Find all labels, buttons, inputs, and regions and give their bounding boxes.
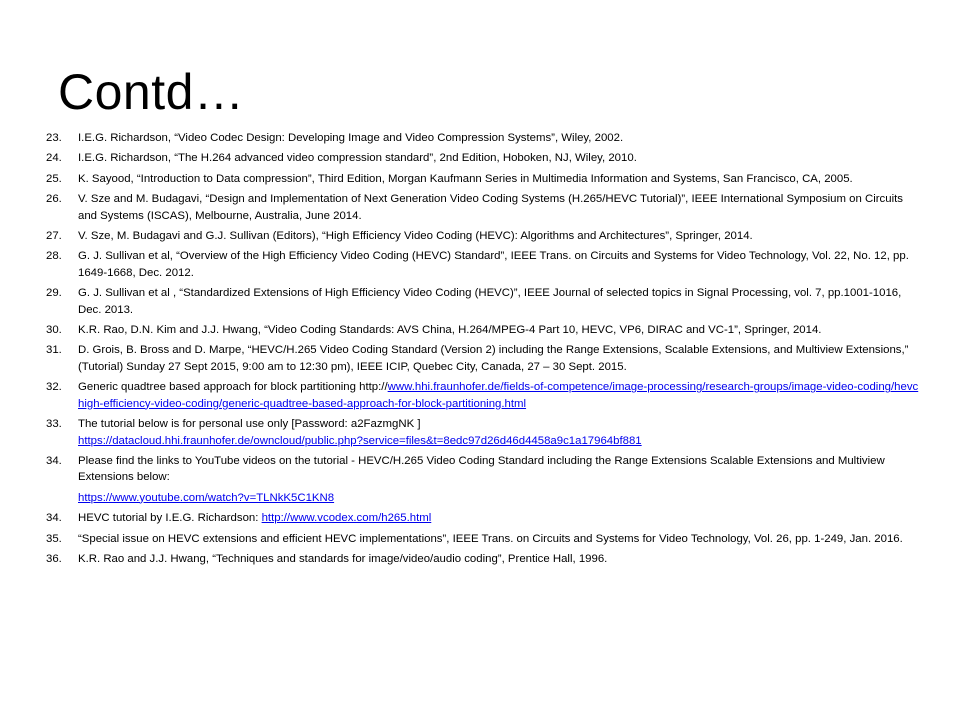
reference-text: K. Sayood, “Introduction to Data compression”, Third Edition, Morgan Kaufmann Series in Multimedia Information and Systems, San Francisco, CA, 2005.	[78, 172, 853, 185]
reference-text: K.R. Rao and J.J. Hwang, “Techniques and standards for image/video/audio coding”, Prentice Hall, 1996.	[78, 552, 608, 565]
reference-text: Generic quadtree based approach for block partitioning http://	[78, 381, 388, 394]
reference-text: D. Grois, B. Bross and D. Marpe, “HEVC/H.265 Video Coding Standard (Version 2) including the Range Extensions, Scalable Extensions, and Multiview Extensions,” (Tutorial) Sunday 27 Sept 2015, 9:00 am to 12:30 pm), IEEE ICIP, Quebec City, Canada, 27 – 30 Sept. 2015.	[78, 344, 909, 373]
reference-text: The tutorial below is for personal use only [Password: a2FazmgNK ]	[78, 418, 421, 431]
reference-number: 33.	[46, 418, 62, 431]
reference-number: 34.	[46, 512, 62, 525]
reference-item-26	[40, 191, 920, 224]
reference-number: 30.	[46, 324, 62, 337]
reference-number: 27.	[46, 230, 62, 243]
reference-item-35	[40, 531, 920, 547]
vcodex-link[interactable]: http://www.vcodex.com/h265.html	[261, 512, 432, 525]
fraunhofer-quadtree-link[interactable]: www.hhi.fraunhofer.de/fields-of-competence/image-processing/research-groups/image-video-coding/hevchigh-efficiency-video-coding/generic-quadtree-based-approach-for-block-partitioning.html	[78, 381, 919, 410]
slide-title: Contd…	[58, 64, 245, 120]
youtube-link-line	[40, 490, 920, 506]
reference-text: G. J. Sullivan et al , “Standardized Extensions of High Efficiency Video Coding (HEVC)”, IEEE Journal of selected topics in Signal Processing, vol. 7, pp.1001-1016, Dec. 2013.	[78, 287, 902, 316]
reference-number: 31.	[46, 344, 62, 357]
reference-number: 34.	[46, 454, 62, 467]
reference-text: I.E.G. Richardson, “Video Codec Design: Developing Image and Video Compression Systems”, Wiley, 2002.	[78, 132, 624, 144]
reference-item-23	[40, 130, 920, 146]
reference-number: 23.	[46, 132, 62, 144]
reference-text: HEVC tutorial by I.E.G. Richardson:	[78, 512, 262, 525]
datacloud-tutorial-link[interactable]: https://datacloud.hhi.fraunhofer.de/owncloud/public.php?service=files&t=8edc97d26d46d4458a9c1a17964bf881	[78, 434, 642, 447]
reference-number: 29.	[46, 287, 62, 300]
reference-item-34b	[40, 510, 920, 526]
reference-text: V. Sze and M. Budagavi, “Design and Implementation of Next Generation Video Coding Systems (H.265/HEVC Tutorial)”, IEEE International Symposium on Circuits and Systems (ISCAS), Melbourne, Australia, June 2014.	[78, 193, 903, 222]
youtube-tutorial-link[interactable]: https://www.youtube.com/watch?v=TLNkK5C1KN8	[78, 491, 335, 504]
reference-number: 28.	[46, 250, 62, 263]
reference-item-30	[40, 322, 920, 338]
reference-number: 35.	[46, 532, 62, 545]
reference-number: 25.	[46, 172, 62, 185]
reference-number: 36.	[46, 552, 62, 565]
reference-item-36	[40, 551, 920, 567]
reference-item-33	[40, 416, 920, 449]
reference-text: Please find the links to YouTube videos on the tutorial - HEVC/H.265 Video Coding Standard including the Range Extensions Scalable Extensions and Multiview Extensions below:	[78, 454, 885, 484]
reference-item-25	[40, 171, 920, 187]
reference-item-29	[40, 285, 920, 318]
reference-item-34	[40, 453, 920, 486]
reference-text: “Special issue on HEVC extensions and efficient HEVC implementations”, IEEE Trans. on Circuits and Systems for Video Technology, Vol. 26, pp. 1-249, Jan. 2016.	[78, 532, 903, 545]
reference-item-28	[40, 248, 920, 281]
reference-list	[40, 130, 920, 571]
reference-item-32	[40, 379, 920, 412]
reference-item-24	[40, 150, 920, 166]
reference-item-31	[40, 342, 920, 375]
reference-text: G. J. Sullivan et al, “Overview of the High Efficiency Video Coding (HEVC) Standard”, IEEE Trans. on Circuits and Systems for Video Technology, Vol. 22, No. 12, pp. 1649-1668, Dec. 2012.	[78, 250, 909, 279]
reference-text: V. Sze, M. Budagavi and G.J. Sullivan (Editors), “High Efficiency Video Coding (HEVC): Algorithms and Architectures”, Springer, 2014.	[78, 230, 753, 243]
reference-text: K.R. Rao, D.N. Kim and J.J. Hwang, “Video Coding Standards: AVS China, H.264/MPEG-4 Part 10, HEVC, VP6, DIRAC and VC-1”, Springer, 2014.	[78, 324, 822, 337]
reference-number: 24.	[46, 152, 62, 165]
reference-item-27	[40, 228, 920, 244]
reference-number: 26.	[46, 193, 62, 206]
reference-number: 32.	[46, 381, 62, 394]
reference-text: I.E.G. Richardson, “The H.264 advanced video compression standard”, 2nd Edition, Hoboken, NJ, Wiley, 2010.	[78, 152, 637, 165]
